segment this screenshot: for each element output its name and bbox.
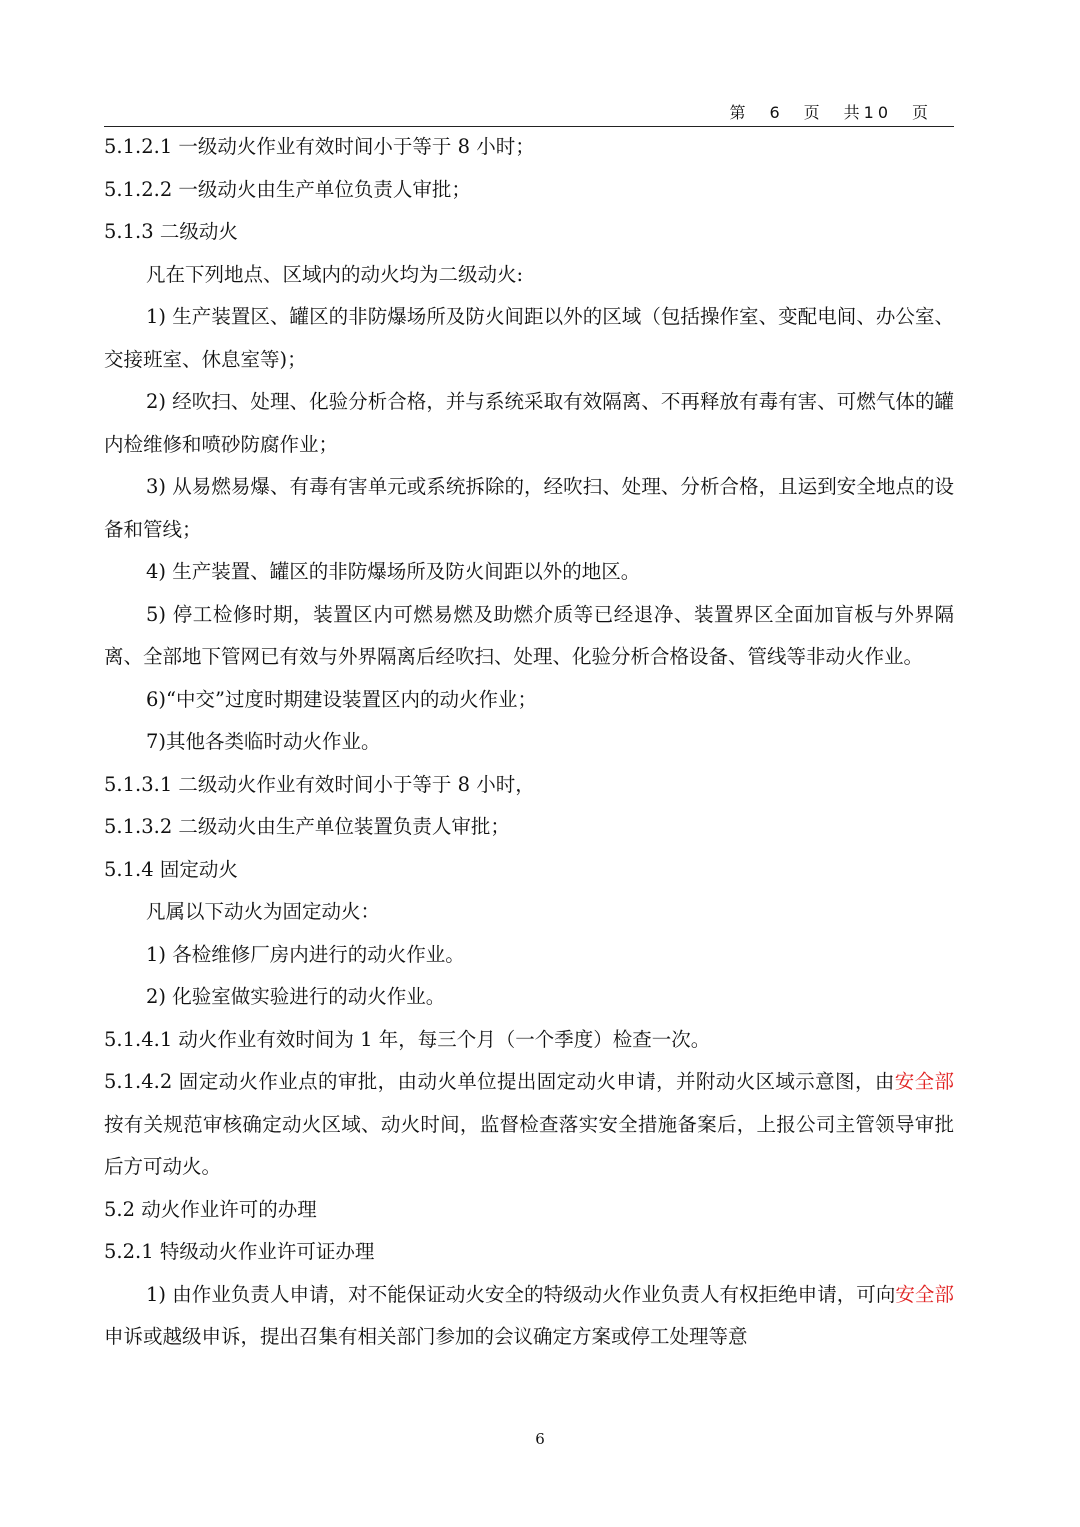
second-level-item-2: 2) 经吹扫、处理、化验分析合格，并与系统采取有效隔离、不再释放有毒有害、可燃气体的罐内检维修和喷砂防腐作业；	[104, 390, 954, 456]
special-permit-item-1	[104, 1274, 954, 1359]
clause-5-1-2-2: 5.1.2.2 一级动火由生产单位负责人审批；	[104, 177, 471, 201]
clause-5-2-1-heading: 5.2.1 特级动火作业许可证办理	[104, 1240, 375, 1263]
second-level-item-3: 3) 从易燃易爆、有毒有害单元或系统拆除的，经吹扫、处理、分析合格，且运到安全地点的设备和管线；	[104, 475, 954, 541]
fixed-fire-item-1: 1) 各检维修厂房内进行的动火作业。	[146, 942, 465, 966]
safety-department-highlight: 安全部	[895, 1282, 954, 1306]
second-level-item-1: 1) 生产装置区、罐区的非防爆场所及防火间距以外的区域（包括操作室、变配电间、办公室、交接班室、休息室等)；	[104, 305, 954, 371]
fixed-fire-intro: 凡属以下动火为固定动火：	[146, 900, 381, 923]
second-level-item-6: 6)“中交”过度时期建设装置区内的动火作业；	[146, 687, 537, 711]
clause-5-1-4-heading: 5.1.4 固定动火	[104, 857, 238, 881]
clause-5-1-4-2-text-a: 5.1.4.2 固定动火作业点的审批，由动火单位提出固定动火申请，并附动火区域示意图，由	[104, 1070, 895, 1093]
page-indicator: 第 6 页 共10 页	[729, 103, 932, 122]
safety-department-highlight: 安全部	[894, 1070, 954, 1093]
clause-5-1-3-heading: 5.1.3 二级动火	[104, 220, 238, 243]
fixed-fire-item-2: 2) 化验室做实验进行的动火作业。	[146, 985, 446, 1008]
page-number: 6	[535, 1430, 545, 1448]
page-header	[104, 102, 954, 127]
clause-5-1-3-1: 5.1.3.1 二级动火作业有效时间小于等于 8 小时，	[104, 772, 535, 796]
clause-5-1-4-2	[104, 1061, 954, 1189]
document-body	[104, 126, 954, 1359]
clause-5-1-4-2-text-b: 按有关规范审核确定动火区域、动火时间，监督检查落实安全措施备案后，上报公司主管领导审批后方可动火。	[104, 1112, 954, 1178]
second-level-intro: 凡在下列地点、区域内的动火均为二级动火:	[146, 262, 524, 286]
clause-5-1-3-2: 5.1.3.2 二级动火由生产单位装置负责人审批；	[104, 815, 510, 838]
special-permit-text-b: 申诉或越级申诉，提出召集有相关部门参加的会议确定方案或停工处理等意	[104, 1325, 748, 1348]
clause-5-2-heading: 5.2 动火作业许可的办理	[104, 1197, 317, 1221]
page-footer	[0, 1430, 1080, 1448]
second-level-item-4: 4) 生产装置、罐区的非防爆场所及防火间距以外的地区。	[146, 560, 641, 583]
second-level-item-7: 7)其他各类临时动火作业。	[146, 730, 381, 753]
special-permit-text-a: 1) 由作业负责人申请，对不能保证动火安全的特级动火作业负责人有权拒绝申请，可向	[146, 1282, 896, 1306]
second-level-item-5: 5) 停工检修时期，装置区内可燃易燃及助燃介质等已经退净、装置界区全面加盲板与外界隔离、全部地下管网已有效与外界隔离后经吹扫、处理、化验分析合格设备、管线等非动火作业。	[104, 602, 954, 668]
clause-5-1-2-1: 5.1.2.1 一级动火作业有效时间小于等于 8 小时；	[104, 135, 535, 158]
clause-5-1-4-1: 5.1.4.1 动火作业有效时间为 1 年，每三个月（一个季度）检查一次。	[104, 1027, 711, 1051]
